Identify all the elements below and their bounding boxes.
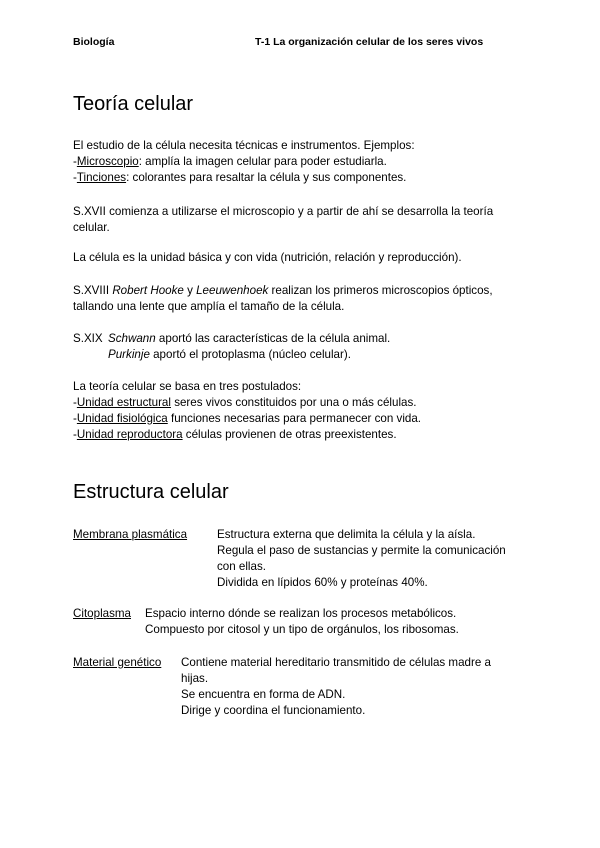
name-hooke: Robert Hooke: [112, 284, 184, 297]
genetico-line: hijas.: [181, 672, 209, 685]
intro-paragraph: El estudio de la célula necesita técnicas e instrumentos. Ejemplos:: [73, 139, 415, 152]
paragraph-unit: La célula es la unidad básica y con vida (nutrición, relación y reproducción).: [73, 251, 462, 264]
postulate-item: -Unidad reproductora células provienen de otras preexistentes.: [73, 428, 397, 441]
header-topic: T-1 La organización celular de los seres vivos: [255, 36, 484, 48]
membrana-line: Regula el paso de sustancias y permite la comunicación: [217, 544, 506, 557]
header-subject: Biología: [73, 36, 115, 48]
citoplasma-line: Espacio interno dónde se realizan los procesos metabólicos.: [145, 607, 457, 620]
term-unidad-fisiologica: Unidad fisiológica: [76, 412, 168, 425]
paragraph-s17-line1: S.XVII comienza a utilizarse el microscopio y a partir de ahí se desarrolla la teoría: [73, 205, 494, 218]
paragraph-s18-line2: tallando una lente que amplía el tamaño de la célula.: [73, 300, 345, 313]
term-material-genetico: Material genético: [73, 656, 162, 669]
postulate-item: -Unidad estructural seres vivos constituidos por una o más células.: [73, 396, 417, 409]
name-leeuwenhoek: Leeuwenhoek: [196, 284, 269, 297]
term-microscopio: Microscopio: [76, 155, 139, 168]
section-title-estructura: Estructura celular: [73, 481, 229, 503]
section-title-teoria: Teoría celular: [73, 93, 194, 115]
postulate-item: -Unidad fisiológica funciones necesarias para permanecer con vida.: [73, 412, 422, 425]
paragraph-s18-line1: S.XVIII Robert Hooke y Leeuwenhoek realizan los primeros microscopios ópticos,: [73, 284, 493, 297]
membrana-line: Dividida en lípidos 60% y proteínas 40%.: [217, 576, 428, 589]
tool-item-tinciones: -Tinciones: colorantes para resaltar la célula y sus componentes.: [73, 171, 407, 184]
term-tinciones: Tinciones: [76, 171, 127, 184]
paragraph-s19-line1: Schwann aportó las características de la célula animal.: [108, 332, 391, 345]
genetico-line: Dirige y coordina el funcionamiento.: [181, 704, 366, 717]
citoplasma-line: Compuesto por citosol y un tipo de orgánulos, los ribosomas.: [145, 623, 459, 636]
paragraph-s19-label: S.XIX: [73, 332, 103, 345]
name-schwann: Schwann: [108, 332, 156, 345]
membrana-line: con ellas.: [217, 560, 266, 573]
term-membrana: Membrana plasmática: [73, 528, 188, 541]
tool-item-microscopio: -Microscopio: amplía la imagen celular para poder estudiarla.: [73, 155, 387, 168]
postulates-intro: La teoría celular se basa en tres postulados:: [73, 380, 302, 393]
term-unidad-reproductora: Unidad reproductora: [76, 428, 183, 441]
genetico-line: Se encuentra en forma de ADN.: [181, 688, 346, 701]
genetico-line: Contiene material hereditario transmitido de células madre a: [181, 656, 491, 669]
term-unidad-estructural: Unidad estructural: [76, 396, 171, 409]
paragraph-s19-line2: Purkinje aportó el protoplasma (núcleo celular).: [108, 348, 351, 361]
term-citoplasma: Citoplasma: [73, 607, 131, 620]
paragraph-s17-line2: celular.: [73, 221, 110, 234]
membrana-line: Estructura externa que delimita la célula y la aísla.: [217, 528, 476, 541]
name-purkinje: Purkinje: [108, 348, 150, 361]
